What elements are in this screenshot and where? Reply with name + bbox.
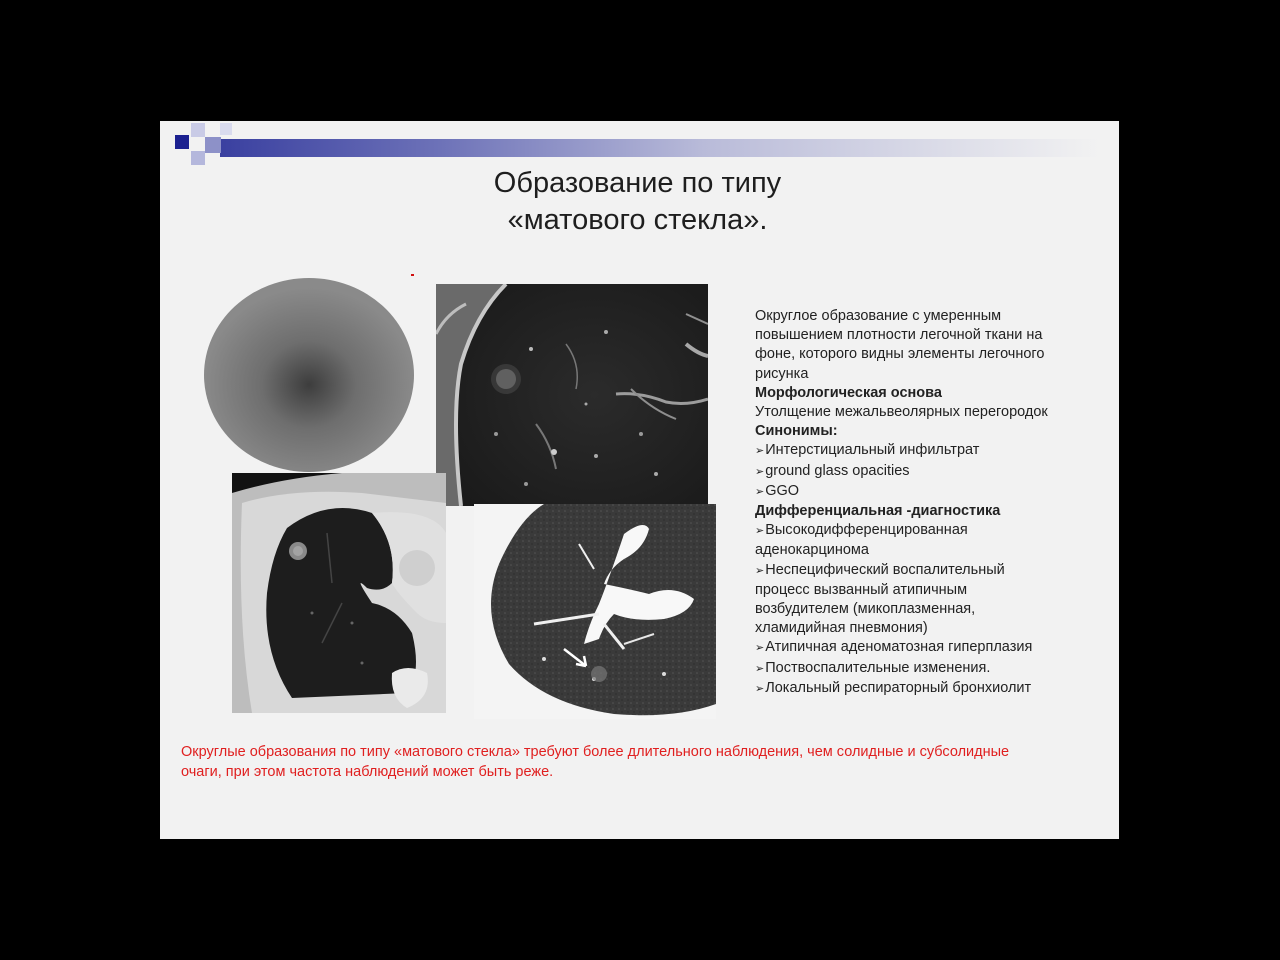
footer-line-1: Округлые образования по типу «матового стекла» требуют более длительного наблюдения, чем солидные и субсолидные — [181, 744, 1010, 760]
header-gradient-line — [220, 139, 1100, 157]
synonyms-heading: Синонимы: — [755, 423, 838, 440]
header-square-2 — [191, 123, 205, 137]
red-mark — [411, 274, 414, 276]
title-line-1: Образование по типу — [493, 167, 782, 199]
differential-item: ➢ Локальный респираторный бронхиолит — [755, 679, 1100, 699]
description-line: рисунка — [755, 365, 809, 382]
footer-note — [181, 743, 1106, 782]
differential-item-continuation: процесс вызванный атипичным — [755, 581, 968, 598]
title-line-2: «матового стекла». — [507, 204, 768, 236]
differential-heading: Дифференциальная -диагностика — [755, 503, 1001, 520]
differential-item: ➢ Поствоспалительные изменения. — [755, 659, 1100, 679]
differential-item-continuation: хламидийная пневмония) — [755, 620, 928, 637]
morphology-text: Утолщение межальвеолярных перегородок — [755, 404, 1048, 421]
differential-item-continuation: аденокарцинома — [755, 542, 869, 559]
description-line: Округлое образование с умеренным — [755, 308, 1002, 324]
header-square-5 — [220, 123, 232, 135]
presentation-slide — [160, 121, 1119, 839]
synonym-item: ➢ Интерстициальный инфильтрат — [755, 441, 1100, 461]
ggo-model-image — [204, 277, 415, 474]
differential-item: ➢ Атипичная аденоматозная гиперплазия — [755, 638, 1100, 658]
differential-item-continuation: возбудителем (микоплазменная, — [755, 601, 976, 618]
ct-axial-image — [232, 473, 446, 713]
header-square-1 — [175, 135, 189, 149]
synonym-item: ➢ ground glass opacities — [755, 462, 1100, 482]
synonym-item: ➢ GGO — [755, 482, 1100, 502]
slide-title — [350, 165, 925, 239]
footer-line-2: очаги, при этом частота наблюдений может быть реже. — [181, 763, 554, 780]
differential-item: ➢ Неспецифический воспалительный — [755, 561, 1100, 581]
ct-zoom-image — [436, 284, 708, 506]
ct-lung-image — [474, 504, 716, 719]
header-square-4 — [191, 151, 205, 165]
description-block — [755, 307, 1100, 699]
description-line: фоне, которого видны элементы легочного — [755, 346, 1045, 363]
morphology-heading: Морфологическая основа — [755, 384, 942, 401]
differential-item: ➢ Высокодифференцированная — [755, 521, 1100, 541]
description-line: повышением плотности легочной ткани на — [755, 327, 1043, 344]
header-square-3 — [205, 137, 221, 153]
